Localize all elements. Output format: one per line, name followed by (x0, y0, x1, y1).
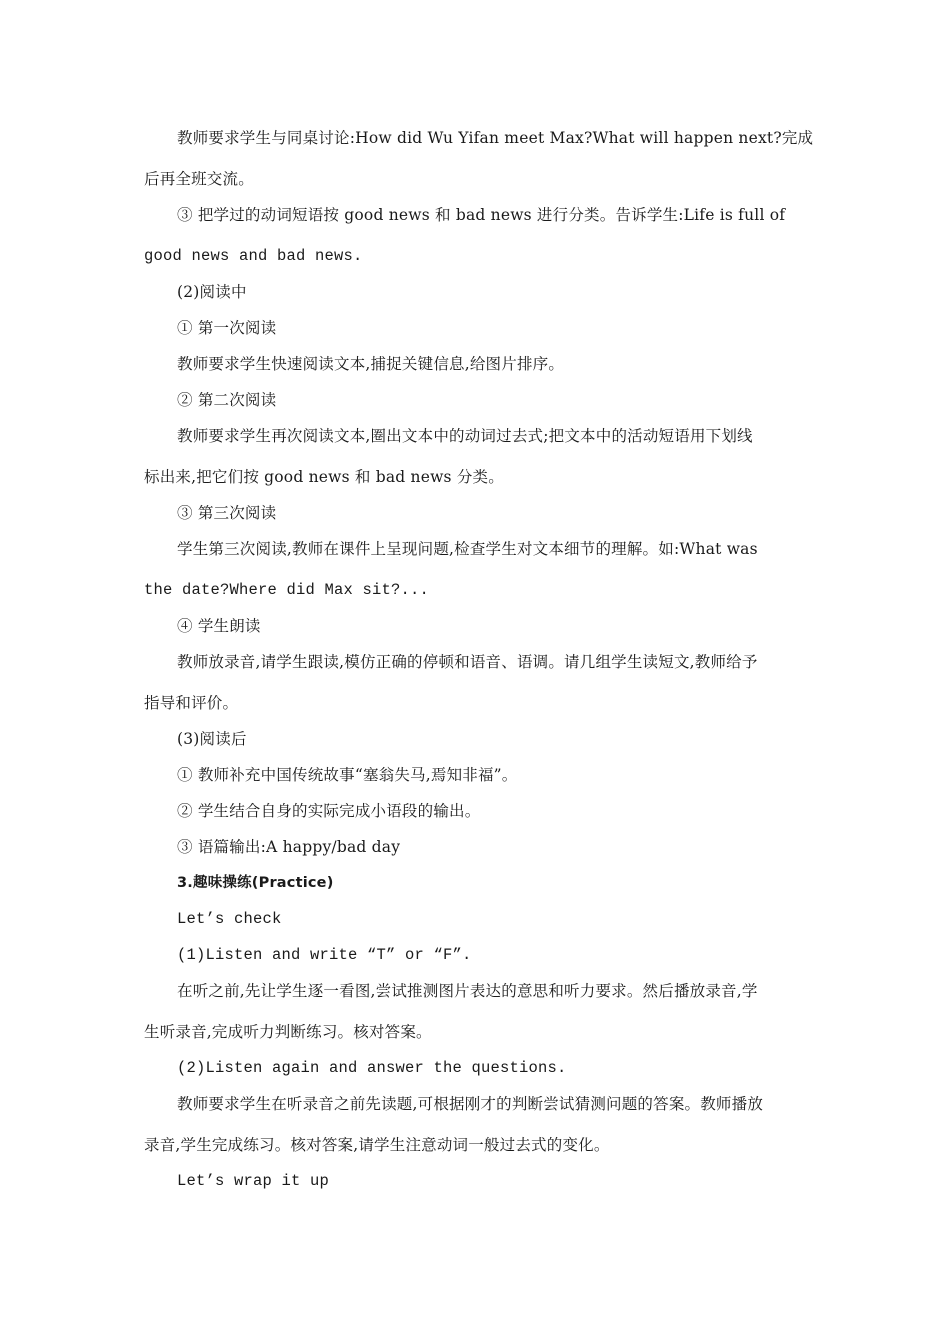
section-heading: 3.趣味操练(Practice) (177, 875, 334, 891)
paragraph-line: 在听之前,先让学生逐一看图,尝试推测图片表达的意思和听力要求。然后播放录音,学 (177, 982, 758, 1000)
section-heading: (2)阅读中 (177, 283, 247, 301)
section-heading: (3)阅读后 (177, 730, 247, 748)
paragraph-line: 学生第三次阅读,教师在课件上呈现问题,检查学生对文本细节的理解。如:What was (177, 540, 758, 558)
paragraph-line: good news and bad news. (144, 247, 363, 265)
list-item: ③ 语篇输出:A happy/bad day (177, 838, 401, 856)
exercise-heading: (2)Listen again and answer the questions. (177, 1059, 567, 1077)
list-item: ① 教师补充中国传统故事“塞翁失马,焉知非福”。 (177, 766, 518, 784)
paragraph-line: 生听录音,完成听力判断练习。核对答案。 (144, 1023, 432, 1041)
paragraph-line: 后再全班交流。 (144, 170, 254, 188)
subsection-heading: Let’s check (177, 910, 282, 928)
step-heading: ① 第一次阅读 (177, 319, 277, 337)
paragraph-line: 教师放录音,请学生跟读,模仿正确的停顿和语音、语调。请几组学生读短文,教师给予 (177, 653, 758, 671)
paragraph-line: the date?Where did Max sit?... (144, 581, 430, 599)
list-item: ② 学生结合自身的实际完成小语段的输出。 (177, 802, 481, 820)
subsection-heading: Let’s wrap it up (177, 1172, 330, 1190)
exercise-heading: (1)Listen and write “T” or “F”. (177, 946, 472, 964)
step-heading: ④ 学生朗读 (177, 617, 261, 635)
step-heading: ③ 第三次阅读 (177, 504, 277, 522)
paragraph-line: ③ 把学过的动词短语按 good news 和 bad news 进行分类。告诉学生:Life is full of (177, 206, 786, 224)
paragraph-line: 标出来,把它们按 good news 和 bad news 分类。 (144, 468, 504, 486)
paragraph-line: 教师要求学生再次阅读文本,圈出文本中的动词过去式;把文本中的活动短语用下划线 (177, 427, 753, 445)
paragraph-line: 教师要求学生在听录音之前先读题,可根据刚才的判断尝试猜测问题的答案。教师播放 (177, 1095, 764, 1113)
step-heading: ② 第二次阅读 (177, 391, 277, 409)
paragraph-line: 教师要求学生快速阅读文本,捕捉关键信息,给图片排序。 (177, 355, 565, 373)
paragraph-line: 指导和评价。 (144, 694, 239, 712)
paragraph-line: 录音,学生完成练习。核对答案,请学生注意动词一般过去式的变化。 (144, 1136, 610, 1154)
paragraph-line: 教师要求学生与同桌讨论:How did Wu Yifan meet Max?What will happen next?完成 (177, 129, 814, 147)
